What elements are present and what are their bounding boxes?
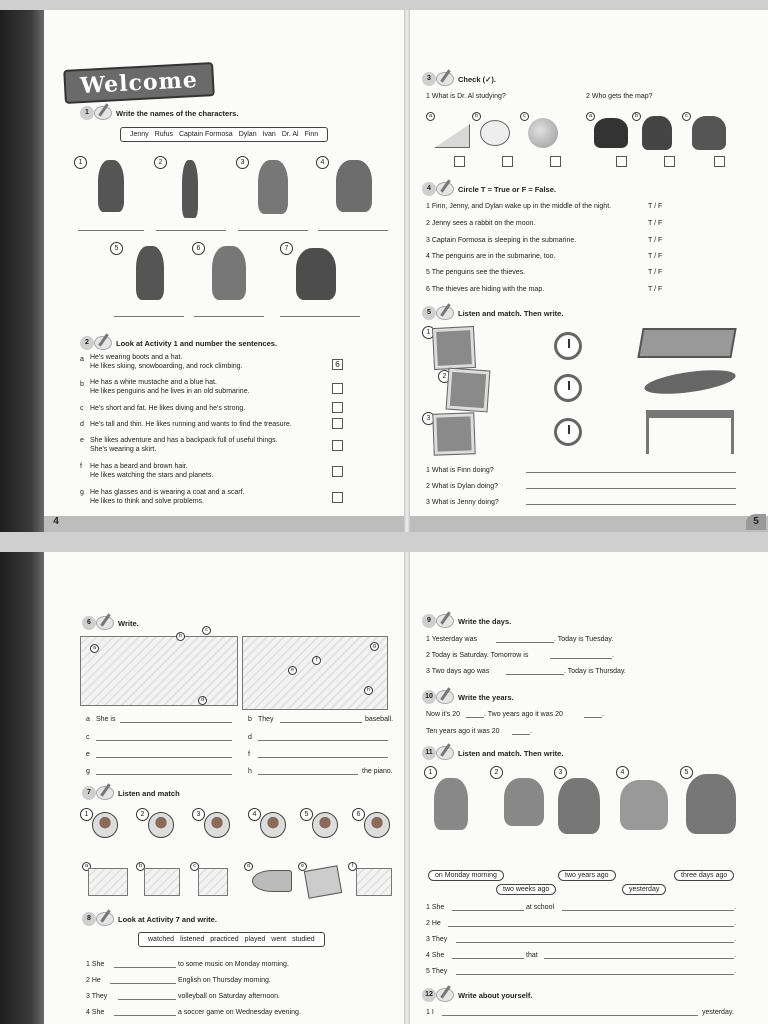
spread-top: [0, 10, 768, 532]
answer-line[interactable]: [452, 910, 524, 911]
word: studied: [292, 936, 315, 943]
prompt: Ten years ago it was 20: [426, 728, 500, 735]
item-number: 4: [616, 766, 629, 779]
activity-number: 8: [82, 912, 96, 926]
check-box[interactable]: [714, 156, 725, 167]
pencil-icon: [436, 988, 454, 1002]
answer-line[interactable]: [78, 230, 144, 231]
statement: 6 The thieves are hiding with the map.: [426, 286, 545, 293]
true-false-choice[interactable]: T / F: [648, 203, 663, 210]
child-illustration: [504, 778, 544, 826]
item-letter: c: [86, 734, 90, 741]
prompt-end: .: [734, 904, 736, 911]
prompt-end: baseball.: [365, 716, 394, 723]
prompt-end: yesterday.: [702, 1009, 734, 1016]
page-number: 5: [746, 514, 766, 530]
clock-icon: [554, 374, 582, 402]
answer-line[interactable]: [258, 740, 388, 741]
prompt-end: .: [734, 920, 736, 927]
item-letter: b: [136, 862, 145, 871]
activity-number: 6: [82, 616, 96, 630]
answer-line[interactable]: [562, 910, 734, 911]
children-illustration: [686, 774, 736, 834]
page-left: [44, 552, 406, 1024]
item-letter: f: [248, 751, 250, 758]
activity-number: 11: [422, 746, 436, 760]
sentence: He's wearing boots and a hat.: [90, 354, 183, 361]
sentence: She likes adventure and has a backpack full of useful things.: [90, 437, 278, 444]
answer-line[interactable]: [96, 740, 232, 741]
cd-icon: [96, 786, 114, 800]
word: Dylan: [238, 131, 257, 138]
word: Dr. Al: [281, 131, 299, 138]
true-false-choice[interactable]: T / F: [648, 220, 663, 227]
activity-number: 1: [80, 106, 94, 120]
sentence: She's wearing a skirt.: [90, 446, 157, 453]
child-illustration: [434, 778, 468, 830]
option-letter: a: [426, 112, 435, 121]
page-gutter: [404, 552, 410, 1024]
sentence: He likes penguins and he lives in an old submarine.: [90, 388, 250, 395]
answer-line[interactable]: [238, 230, 308, 231]
activity-number: 9: [422, 614, 436, 628]
prompt-end: to some music on Monday morning.: [178, 961, 289, 968]
character-number: 6: [192, 242, 205, 255]
banner-title: Welcome: [79, 66, 199, 100]
names-word-box: [120, 127, 328, 142]
answer-line[interactable]: [114, 316, 184, 317]
answer-line[interactable]: [506, 674, 564, 675]
pencil-icon: [94, 106, 112, 120]
child-photo: [204, 812, 230, 838]
answer-line[interactable]: [526, 472, 736, 473]
statement: 3 Captain Formosa is sleeping in the submarine.: [426, 237, 577, 244]
character-illustration: [296, 248, 336, 300]
scene-label: g: [370, 642, 379, 651]
prompt: 1 She: [426, 904, 445, 911]
check-box[interactable]: [454, 156, 465, 167]
item-letter: c: [190, 862, 199, 871]
child-illustration: [620, 780, 668, 830]
statement: 4 The penguins are in the submarine, too.: [426, 253, 556, 260]
word: Finn: [304, 131, 319, 138]
item-letter: b: [80, 381, 84, 388]
option-letter: c: [682, 112, 691, 121]
item-number: 1: [422, 326, 435, 339]
activity-title: Circle T = True or F = False.: [458, 185, 556, 194]
answer-line[interactable]: [258, 757, 388, 758]
prompt-end: .: [530, 728, 532, 735]
playground-scene: [80, 636, 238, 706]
page-number: 4: [53, 516, 59, 527]
thief-illustration: [642, 116, 672, 150]
character-number: 1: [74, 156, 87, 169]
prompt-end: the piano.: [362, 768, 393, 775]
prompt-end: .: [602, 711, 604, 718]
item-number: 3: [554, 766, 567, 779]
prompt: 4 She: [426, 952, 445, 959]
activity-illustration: [144, 868, 180, 896]
question: 3 What is Jenny doing?: [426, 499, 499, 506]
item-number: 1: [80, 808, 93, 821]
pencil-icon: [436, 72, 454, 86]
sentence: He has a beard and brown hair.: [90, 463, 188, 470]
scene-label: f: [312, 656, 321, 665]
item-letter: e: [80, 437, 84, 444]
answer-box[interactable]: [332, 492, 343, 503]
statement: 5 The penguins see the thieves.: [426, 269, 526, 276]
question: 1 What is Dr. Al studying?: [426, 93, 506, 100]
item-letter: d: [248, 734, 252, 741]
cd-icon: [436, 746, 454, 760]
welcome-banner: [63, 62, 215, 104]
photo-illustration: [433, 327, 475, 369]
time-phrase: two weeks ago: [496, 884, 556, 895]
prompt: at school: [526, 904, 555, 911]
prompt: She is: [96, 716, 116, 723]
activity-number: 5: [422, 306, 436, 320]
answer-box[interactable]: 6: [332, 359, 343, 370]
word: went: [271, 936, 287, 943]
prompt: . Two years ago it was 20: [484, 711, 563, 718]
scene-label: c: [202, 626, 211, 635]
child-photo: [92, 812, 118, 838]
page-footer: [44, 516, 406, 532]
character-illustration: [182, 160, 198, 218]
activity-number: 12: [422, 988, 436, 1002]
answer-line[interactable]: [114, 1015, 176, 1016]
question: 1 What is Finn doing?: [426, 467, 494, 474]
word: Captain Formosa: [178, 131, 233, 138]
clock-icon: [554, 332, 582, 360]
item-letter: a: [82, 862, 91, 871]
item-letter: b: [248, 716, 252, 723]
statement: 2 Jenny sees a rabbit on the moon.: [426, 220, 536, 227]
activity-number: 10: [422, 690, 436, 704]
character-number: 5: [110, 242, 123, 255]
page-footer: [408, 516, 768, 532]
answer-box[interactable]: [332, 418, 343, 429]
child-photo: [312, 812, 338, 838]
word: watched: [148, 936, 175, 943]
scene-label: e: [288, 666, 297, 675]
children-illustration: [558, 778, 600, 834]
item-number: 6: [352, 808, 365, 821]
activity-title: Listen and match. Then write.: [458, 309, 564, 318]
prompt: 1 She: [86, 961, 105, 968]
character-number: 3: [236, 156, 249, 169]
page-right: [408, 10, 768, 532]
true-false-choice[interactable]: T / F: [648, 286, 663, 293]
activity-title: Listen and match: [118, 789, 180, 798]
answer-line[interactable]: [496, 642, 554, 643]
pencil-icon: [96, 616, 114, 630]
prompt-end: a soccer game on Wednesday evening.: [178, 1009, 301, 1016]
prompt-end: English on Thursday morning.: [178, 977, 271, 984]
activity-number: 3: [422, 72, 436, 86]
statement: 1 Finn, Jenny, and Dylan wake up in the middle of the night.: [426, 203, 612, 210]
page-left: [44, 10, 406, 532]
question: 2 What is Dylan doing?: [426, 483, 498, 490]
prompt: 1 Yesterday was: [426, 636, 477, 643]
character-number: 2: [154, 156, 167, 169]
word: listened: [180, 936, 205, 943]
child-photo: [260, 812, 286, 838]
answer-box[interactable]: [332, 383, 343, 394]
answer-line[interactable]: [156, 230, 226, 231]
item-number: 5: [300, 808, 313, 821]
answer-line[interactable]: [318, 230, 388, 231]
scene-label: a: [90, 644, 99, 653]
page-gutter: [404, 10, 410, 532]
answer-line[interactable]: [526, 488, 736, 489]
item-letter: d: [244, 862, 253, 871]
prompt: 5 They: [426, 968, 448, 975]
item-letter: h: [248, 768, 252, 775]
cd-icon: [436, 306, 454, 320]
answer-line[interactable]: [442, 1015, 698, 1016]
character-number: 7: [280, 242, 293, 255]
pencil-icon: [436, 690, 454, 704]
answer-line[interactable]: [584, 717, 602, 718]
answer-line[interactable]: [114, 967, 176, 968]
item-letter: g: [86, 768, 90, 775]
item-number: 3: [422, 412, 435, 425]
activity-title: Check (✓).: [458, 75, 496, 84]
answer-box[interactable]: [332, 402, 343, 413]
item-number: 3: [192, 808, 205, 821]
activity-title: Listen and match. Then write.: [458, 749, 564, 758]
prompt: 2 He: [86, 977, 101, 984]
pencil-icon: [436, 182, 454, 196]
answer-line[interactable]: [544, 958, 734, 959]
time-phrase: three days ago: [674, 870, 734, 881]
answer-line[interactable]: [280, 722, 362, 723]
scene-label: b: [176, 632, 185, 641]
answer-line[interactable]: [550, 658, 612, 659]
classroom-scene: [242, 636, 388, 710]
prompt: that: [526, 952, 538, 959]
page-right: [408, 552, 768, 1024]
item-letter: a: [80, 356, 84, 363]
item-letter: c: [80, 405, 84, 412]
map-illustration: [637, 328, 736, 358]
answer-line[interactable]: [120, 722, 232, 723]
clock-icon: [554, 418, 582, 446]
item-letter: e: [86, 751, 90, 758]
sentence: He likes skiing, snowboarding, and rock climbing.: [90, 363, 243, 370]
item-number: 5: [680, 766, 693, 779]
word: Jenny: [130, 131, 149, 138]
answer-line[interactable]: [280, 316, 360, 317]
sentence: He's short and fat. He likes diving and he's strong.: [90, 405, 246, 412]
check-box[interactable]: [616, 156, 627, 167]
word: Rufus: [154, 131, 173, 138]
word: played: [244, 936, 266, 943]
time-phrase: on Monday morning: [428, 870, 504, 881]
item-letter: f: [348, 862, 357, 871]
activity-title: Write the names of the characters.: [116, 109, 239, 118]
activity-number: 2: [80, 336, 94, 350]
item-letter: e: [298, 862, 307, 871]
option-letter: b: [632, 112, 641, 121]
prompt-end: . Today is Tuesday.: [554, 636, 614, 643]
spread-bottom: [0, 552, 768, 1024]
character-number: 4: [316, 156, 329, 169]
check-box[interactable]: [550, 156, 561, 167]
item-number: 2: [438, 370, 451, 383]
prompt: 3 They: [86, 993, 108, 1000]
answer-line[interactable]: [456, 974, 734, 975]
activity-title: Write about yourself.: [458, 991, 533, 1000]
sentence: He has a white mustache and a blue hat.: [90, 379, 217, 386]
answer-line[interactable]: [110, 983, 176, 984]
prompt: 3 They: [426, 936, 448, 943]
answer-line[interactable]: [448, 926, 734, 927]
activity-illustration: [356, 868, 392, 896]
word: Ivan: [262, 131, 276, 138]
guitar-illustration: [252, 870, 292, 892]
sentence: He has glasses and is wearing a coat and a scarf.: [90, 489, 245, 496]
prompt: 3 Two days ago was: [426, 668, 490, 675]
answer-line[interactable]: [526, 504, 736, 505]
character-illustration: [336, 160, 372, 212]
prompt-end: volleyball on Saturday afternoon.: [178, 993, 280, 1000]
item-letter: g: [80, 489, 84, 496]
prompt-end: . Today is Thursday.: [564, 668, 626, 675]
check-box[interactable]: [502, 156, 513, 167]
penguins-illustration: [594, 118, 628, 148]
prompt: 1 I: [426, 1009, 434, 1016]
pencil-icon: [94, 336, 112, 350]
prompt-end: .: [734, 952, 736, 959]
answer-line[interactable]: [466, 717, 484, 718]
activity-illustration: [88, 868, 128, 896]
answer-line[interactable]: [456, 942, 734, 943]
activity-title: Write the days.: [458, 617, 512, 626]
answer-box[interactable]: [332, 466, 343, 477]
option-letter: c: [520, 112, 529, 121]
item-number: 2: [136, 808, 149, 821]
character-illustration: [98, 160, 124, 212]
sentence: He likes watching the stars and planets.: [90, 472, 214, 479]
prompt-end: .: [612, 652, 614, 659]
verbs-word-box: [138, 932, 325, 947]
answer-line[interactable]: [96, 757, 232, 758]
child-photo: [364, 812, 390, 838]
desk-illustration: [646, 410, 734, 454]
photo-illustration: [433, 413, 474, 454]
item-number: 4: [248, 808, 261, 821]
cheese-illustration: [434, 118, 470, 148]
prompt-end: .: [734, 936, 736, 943]
prompt: They: [258, 716, 274, 723]
option-letter: b: [472, 112, 481, 121]
child-photo: [148, 812, 174, 838]
sentence: He likes to think and solve problems.: [90, 498, 204, 505]
pencil-icon: [436, 614, 454, 628]
word: practiced: [210, 936, 239, 943]
snowboard-illustration: [643, 366, 737, 399]
answer-line[interactable]: [452, 958, 524, 959]
item-letter: f: [80, 463, 82, 470]
moon-illustration: [528, 118, 558, 148]
true-false-choice[interactable]: T / F: [648, 237, 663, 244]
book-spine: [0, 552, 44, 1024]
item-number: 1: [424, 766, 437, 779]
true-false-choice[interactable]: T / F: [648, 253, 663, 260]
prompt: 4 She: [86, 1009, 105, 1016]
answer-line[interactable]: [258, 774, 358, 775]
activity-illustration: [198, 868, 228, 896]
item-number: 2: [490, 766, 503, 779]
character-illustration: [258, 160, 288, 214]
answer-box[interactable]: [332, 440, 343, 451]
children-illustration: [692, 116, 726, 150]
activity-number: 7: [82, 786, 96, 800]
book-spine: [0, 10, 44, 532]
time-phrase: two years ago: [558, 870, 616, 881]
rabbit-illustration: [480, 120, 510, 146]
item-letter: a: [86, 716, 90, 723]
answer-line[interactable]: [96, 774, 232, 775]
prompt: 2 Today is Saturday. Tomorrow is: [426, 652, 529, 659]
character-illustration: [136, 246, 164, 300]
scene-label: h: [364, 686, 373, 695]
photo-illustration: [447, 369, 490, 412]
pencil-icon: [96, 912, 114, 926]
prompt-end: .: [734, 968, 736, 975]
option-letter: a: [586, 112, 595, 121]
activity-number: 4: [422, 182, 436, 196]
item-letter: d: [80, 421, 84, 428]
sentence: He's tall and thin. He likes running and wants to find the treasure.: [90, 421, 292, 428]
prompt: 2 He: [426, 920, 441, 927]
scene-label: d: [198, 696, 207, 705]
answer-line[interactable]: [118, 999, 176, 1000]
answer-line[interactable]: [512, 734, 530, 735]
character-illustration: [212, 246, 246, 300]
check-box[interactable]: [664, 156, 675, 167]
book-illustration: [304, 865, 342, 898]
activity-title: Write the years.: [458, 693, 514, 702]
activity-title: Write.: [118, 619, 139, 628]
activity-title: Look at Activity 7 and write.: [118, 915, 217, 924]
answer-line[interactable]: [194, 316, 264, 317]
question: 2 Who gets the map?: [586, 93, 653, 100]
prompt: Now it's 20: [426, 711, 461, 718]
activity-title: Look at Activity 1 and number the sentences.: [116, 339, 278, 348]
time-phrase: yesterday: [622, 884, 666, 895]
true-false-choice[interactable]: T / F: [648, 269, 663, 276]
